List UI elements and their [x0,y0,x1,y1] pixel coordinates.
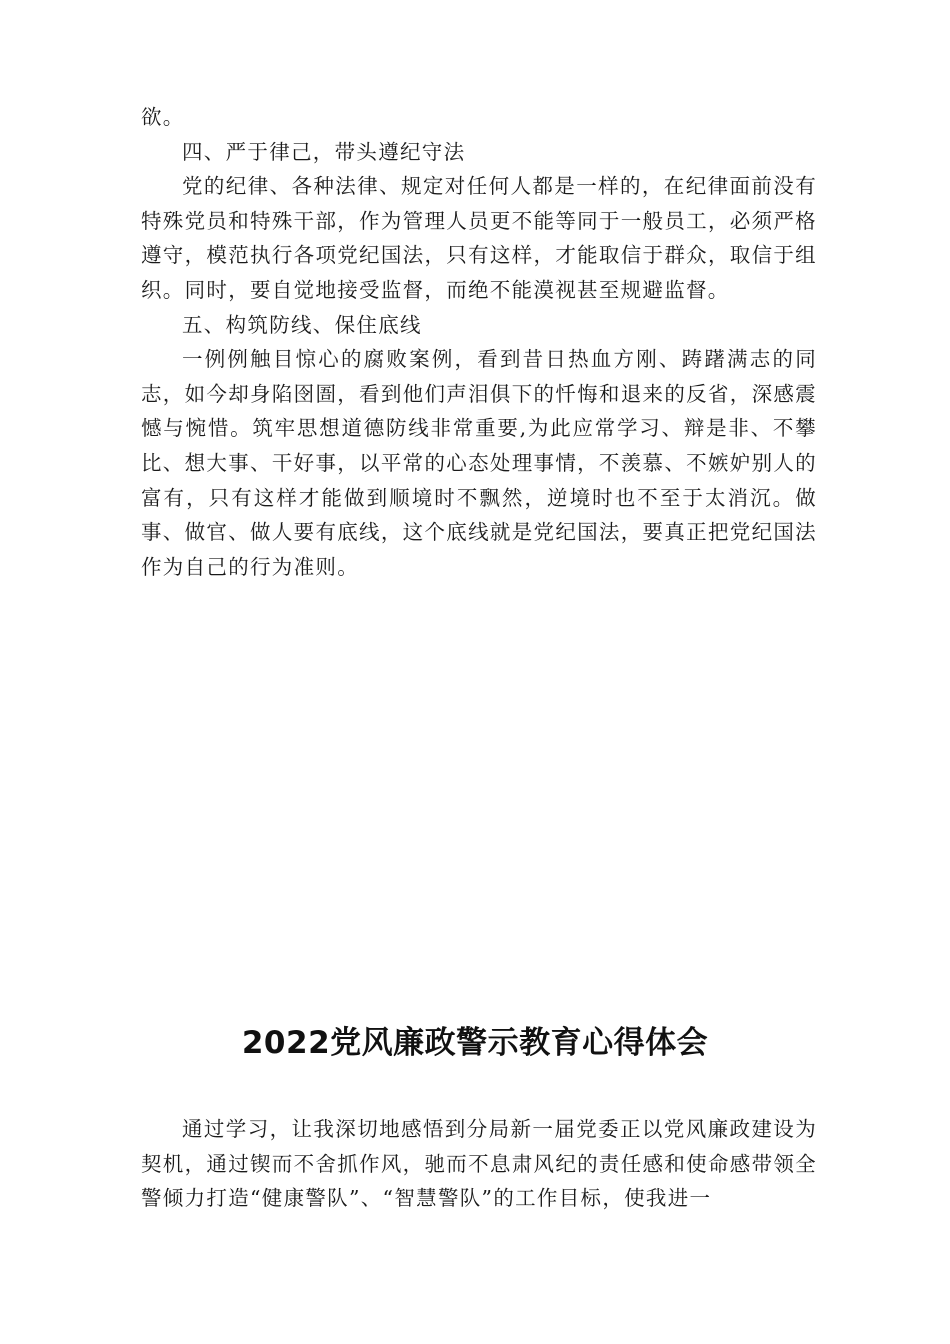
body-text-section-bottom [141,1112,817,1216]
section-heading-four: 四、严于律己，带头遵纪守法 [182,139,466,164]
document-title: 2022党风廉政警示教育心得体会 [241,1025,709,1061]
paragraph-continuation: 欲。 [141,105,185,129]
paragraph-intro: 通过学习，让我深切地感悟到分局新一届党委正以党风廉政建设为契机，通过锲而不舍抓作风，驰而不息肃风纪的责任感和使命感带领全警倾力打造“健康警队”、“智慧警队”的工作目标，使我进一 [141,1117,817,1211]
section-heading-five: 五、构筑防线、保住底线 [182,312,422,337]
paragraph-defense-line: 一例例触目惊心的腐败案例，看到昔日热血方刚、踌躇满志的同志，如今却身陷囹圄，看到他们声泪俱下的忏悔和退来的反省，深感震憾与惋惜。筑牢思想道德防线非常重要,为此应常学习、辩是非、不攀比、想大事、干好事，以平常的心态处理事情，不羡慕、不嫉妒别人的富有，只有这样才能做到顺境时不飘然，逆境时也不至于太消沉。做事、做官、做人要有底线，这个底线就是党纪国法，要真正把党纪国法作为自己的行为准则。 [141,347,817,579]
body-text-section-top [141,100,817,584]
paragraph-discipline: 党的纪律、各种法律、规定对任何人都是一样的，在纪律面前没有特殊党员和特殊干部，作为管理人员更不能等同于一般员工，必须严格遵守，模范执行各项党纪国法，只有这样，才能取信于群众，取信于组织。同时，要自觉地接受监督，而绝不能漠视甚至规避监督。 [141,174,817,302]
